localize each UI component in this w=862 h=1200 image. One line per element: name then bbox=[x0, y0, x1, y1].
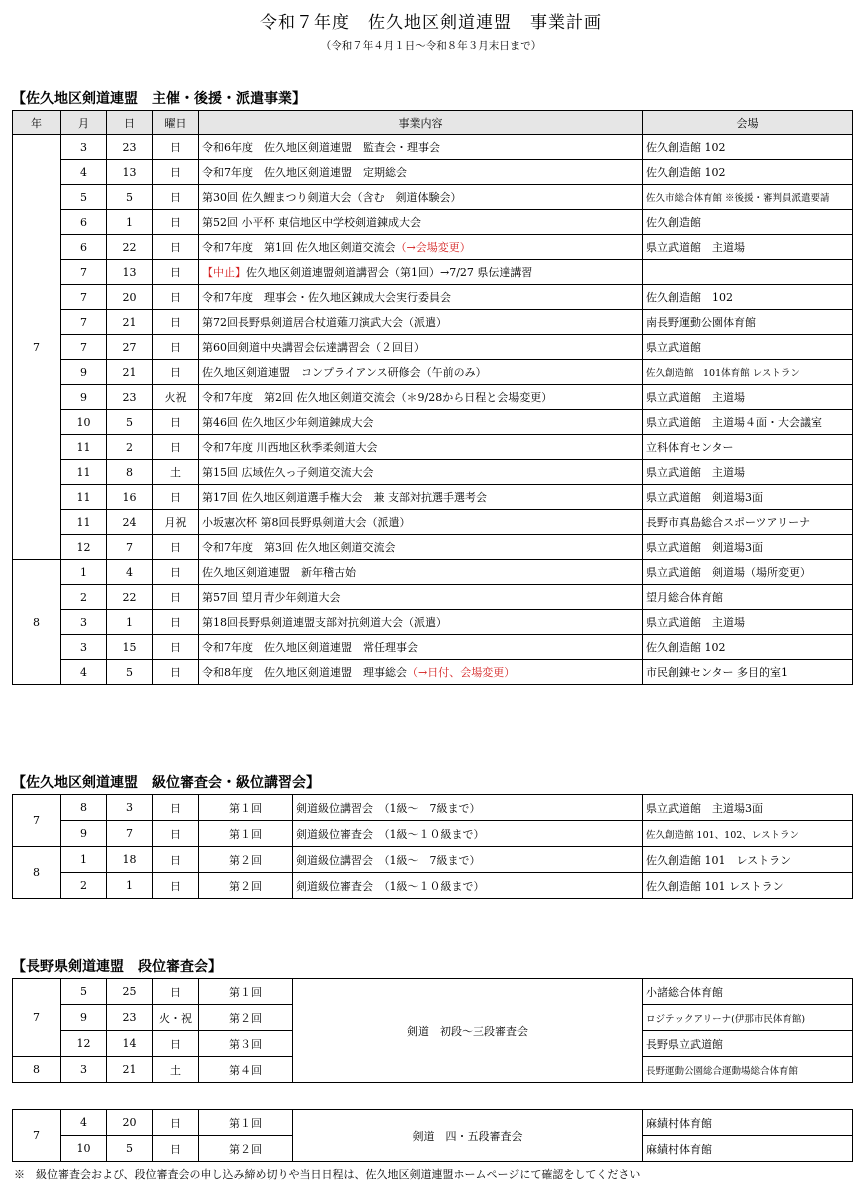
month-cell: 2 bbox=[61, 585, 107, 610]
year-cell: 8 bbox=[13, 1057, 61, 1083]
venue-cell: 県立武道館 主道場４面・大会議室 bbox=[643, 410, 853, 435]
header-month: 月 bbox=[61, 111, 107, 135]
table-row bbox=[13, 435, 853, 460]
month-cell: 2 bbox=[61, 873, 107, 899]
day-cell: 7 bbox=[107, 535, 153, 560]
weekday-cell: 日 bbox=[153, 873, 199, 899]
month-cell: 5 bbox=[61, 979, 107, 1005]
day-cell: 15 bbox=[107, 635, 153, 660]
venue-cell: 佐久創造館 101 レストラン bbox=[643, 873, 853, 899]
weekday-cell: 土 bbox=[153, 460, 199, 485]
venue-cell: 佐久創造館 bbox=[643, 210, 853, 235]
month-cell: 3 bbox=[61, 1057, 107, 1083]
header-year: 年 bbox=[13, 111, 61, 135]
venue-cell: 佐久市総合体育館 ※後援・審判員派遣要請 bbox=[643, 185, 853, 210]
event-cell bbox=[199, 185, 643, 210]
event-text: 令和7年度 第1回 佐久地区剣道交流会 bbox=[202, 241, 396, 254]
round-cell: 第１回 bbox=[199, 979, 293, 1005]
weekday-cell: 日 bbox=[153, 795, 199, 821]
event-cell bbox=[199, 285, 643, 310]
event-cell bbox=[199, 210, 643, 235]
venue-cell: 長野市真島総合スポーツアリーナ bbox=[643, 510, 853, 535]
weekday-cell: 日 bbox=[153, 847, 199, 873]
venue-cell: 望月総合体育館 bbox=[643, 585, 853, 610]
weekday-cell: 日 bbox=[153, 1110, 199, 1136]
month-cell: 12 bbox=[61, 535, 107, 560]
month-cell: 9 bbox=[61, 360, 107, 385]
month-cell: 7 bbox=[61, 260, 107, 285]
month-cell: 7 bbox=[61, 310, 107, 335]
venue-cell: 佐久創造館 102 bbox=[643, 635, 853, 660]
venue-cell: 県立武道館 bbox=[643, 335, 853, 360]
weekday-cell: 火・祝 bbox=[153, 1005, 199, 1031]
event-text: 令和7年度 佐久地区剣道連盟 常任理事会 bbox=[202, 641, 418, 654]
weekday-cell: 日 bbox=[153, 210, 199, 235]
venue-cell: 麻績村体育館 bbox=[643, 1136, 853, 1162]
day-cell: 24 bbox=[107, 510, 153, 535]
weekday-cell: 日 bbox=[153, 560, 199, 585]
venue-cell: 県立武道館 剣道場3面 bbox=[643, 485, 853, 510]
year-cell: 8 bbox=[13, 560, 61, 685]
table-row bbox=[13, 821, 853, 847]
event-schedule-table bbox=[12, 110, 853, 685]
event-cell: 剣道級位審査会 （1級〜１０級まで） bbox=[293, 821, 643, 847]
venue-cell: 県立武道館 剣道場3面 bbox=[643, 535, 853, 560]
event-cell bbox=[199, 360, 643, 385]
round-cell: 第２回 bbox=[199, 847, 293, 873]
round-cell: 第３回 bbox=[199, 1031, 293, 1057]
event-cell bbox=[199, 635, 643, 660]
weekday-cell: 日 bbox=[153, 821, 199, 847]
event-text: 佐久地区剣道連盟 コンプライアンス研修会（午前のみ） bbox=[202, 366, 487, 379]
table-row bbox=[13, 485, 853, 510]
table-header-row bbox=[13, 111, 853, 135]
table-row bbox=[13, 460, 853, 485]
venue-cell: 佐久創造館 101 レストラン bbox=[643, 847, 853, 873]
venue-cell bbox=[643, 260, 853, 285]
event-cell bbox=[199, 510, 643, 535]
table-row bbox=[13, 795, 853, 821]
round-cell: 第１回 bbox=[199, 795, 293, 821]
month-cell: 11 bbox=[61, 435, 107, 460]
event-text: 令和7年度 佐久地区剣道連盟 定期総会 bbox=[202, 166, 407, 179]
event-cell bbox=[199, 385, 643, 410]
day-cell: 13 bbox=[107, 260, 153, 285]
day-cell: 21 bbox=[107, 360, 153, 385]
venue-cell: 佐久創造館 102 bbox=[643, 285, 853, 310]
month-cell: 3 bbox=[61, 135, 107, 160]
event-cell bbox=[199, 485, 643, 510]
weekday-cell: 日 bbox=[153, 610, 199, 635]
day-cell: 8 bbox=[107, 460, 153, 485]
footer-note: ※ 級位審査会および、段位審査会の申し込み締め切りや当日日程は、佐久地区剣道連盟ホームページにて確認をしてください bbox=[14, 1168, 641, 1181]
month-cell: 11 bbox=[61, 510, 107, 535]
section1-heading: 【佐久地区剣道連盟 主催・後援・派遣事業】 bbox=[12, 91, 306, 107]
month-cell: 10 bbox=[61, 1136, 107, 1162]
weekday-cell: 日 bbox=[153, 135, 199, 160]
weekday-cell: 日 bbox=[153, 235, 199, 260]
month-cell: 10 bbox=[61, 410, 107, 435]
day-cell: 5 bbox=[107, 410, 153, 435]
month-cell: 4 bbox=[61, 1110, 107, 1136]
venue-cell: ロジテックアリーナ(伊那市民体育館) bbox=[643, 1005, 853, 1031]
month-cell: 9 bbox=[61, 821, 107, 847]
event-cell bbox=[199, 135, 643, 160]
month-cell: 9 bbox=[61, 385, 107, 410]
event-cell bbox=[199, 460, 643, 485]
event-cell bbox=[199, 235, 643, 260]
day-cell: 1 bbox=[107, 610, 153, 635]
event-cell: 剣道級位講習会 （1級〜 7級まで） bbox=[293, 847, 643, 873]
year-cell: 7 bbox=[13, 795, 61, 847]
event-cell: 剣道級位審査会 （1級〜１０級まで） bbox=[293, 873, 643, 899]
weekday-cell: 日 bbox=[153, 410, 199, 435]
event-text: 令和6年度 佐久地区剣道連盟 監査会・理事会 bbox=[202, 141, 440, 154]
event-text: 令和7年度 理事会・佐久地区錬成大会実行委員会 bbox=[202, 291, 451, 304]
month-cell: 7 bbox=[61, 285, 107, 310]
venue-cell: 麻績村体育館 bbox=[643, 1110, 853, 1136]
table-row bbox=[13, 610, 853, 635]
day-cell: 7 bbox=[107, 821, 153, 847]
event-text: 第57回 望月青少年剣道大会 bbox=[202, 591, 341, 604]
event-text: 第15回 広域佐久っ子剣道交流大会 bbox=[202, 466, 374, 479]
venue-cell: 市民創錬センター 多目的室1 bbox=[643, 660, 853, 685]
day-cell: 21 bbox=[107, 1057, 153, 1083]
weekday-cell: 日 bbox=[153, 1031, 199, 1057]
weekday-cell: 火祝 bbox=[153, 385, 199, 410]
day-cell: 1 bbox=[107, 210, 153, 235]
page-title: 令和７年度 佐久地区剣道連盟 事業計画 bbox=[260, 13, 602, 33]
month-cell: 4 bbox=[61, 660, 107, 685]
day-cell: 5 bbox=[107, 185, 153, 210]
event-cell bbox=[199, 660, 643, 685]
event-cell: 剣道 四・五段審査会 bbox=[293, 1110, 643, 1162]
year-cell: 8 bbox=[13, 847, 61, 899]
event-text: 小坂憲次杯 第8回長野県剣道大会（派遣） bbox=[202, 516, 411, 529]
event-text: 第60回剣道中央講習会伝達講習会（２回目） bbox=[202, 341, 425, 354]
day-cell: 14 bbox=[107, 1031, 153, 1057]
month-cell: 11 bbox=[61, 460, 107, 485]
event-cell bbox=[199, 560, 643, 585]
grade-exam-table bbox=[12, 794, 853, 899]
event-cell bbox=[199, 410, 643, 435]
table-row bbox=[13, 660, 853, 685]
event-cell bbox=[199, 535, 643, 560]
year-cell: 7 bbox=[13, 979, 61, 1057]
month-cell: 3 bbox=[61, 635, 107, 660]
day-cell: 22 bbox=[107, 235, 153, 260]
table-row bbox=[13, 210, 853, 235]
day-cell: 20 bbox=[107, 285, 153, 310]
round-cell: 第２回 bbox=[199, 873, 293, 899]
event-text: 第46回 佐久地区少年剣道錬成大会 bbox=[202, 416, 374, 429]
day-cell: 16 bbox=[107, 485, 153, 510]
weekday-cell: 日 bbox=[153, 185, 199, 210]
venue-cell: 長野運動公園総合運動場総合体育館 bbox=[643, 1057, 853, 1083]
venue-cell: 県立武道館 主道場3面 bbox=[643, 795, 853, 821]
venue-cell: 佐久創造館 101、102、レストラン bbox=[643, 821, 853, 847]
table-row bbox=[13, 385, 853, 410]
header-event: 事業内容 bbox=[199, 111, 643, 135]
event-cell bbox=[199, 260, 643, 285]
weekday-cell: 日 bbox=[153, 260, 199, 285]
day-cell: 23 bbox=[107, 135, 153, 160]
venue-cell: 小諸総合体育館 bbox=[643, 979, 853, 1005]
event-text: 令和7年度 第3回 佐久地区剣道交流会 bbox=[202, 541, 396, 554]
table-row bbox=[13, 335, 853, 360]
day-cell: 23 bbox=[107, 385, 153, 410]
month-cell: 12 bbox=[61, 1031, 107, 1057]
table-row bbox=[13, 979, 853, 1005]
event-cell bbox=[199, 160, 643, 185]
day-cell: 18 bbox=[107, 847, 153, 873]
event-cell bbox=[199, 335, 643, 360]
day-cell: 21 bbox=[107, 310, 153, 335]
month-cell: 4 bbox=[61, 160, 107, 185]
day-cell: 5 bbox=[107, 660, 153, 685]
event-text: 令和8年度 佐久地区剣道連盟 理事総会 bbox=[202, 666, 407, 679]
table-row bbox=[13, 847, 853, 873]
event-text: 令和7年度 第2回 佐久地区剣道交流会（＊9/28から日程と会場変更） bbox=[202, 391, 553, 404]
event-text: 第17回 佐久地区剣道選手権大会 兼 支部対抗選手選考会 bbox=[202, 491, 487, 504]
month-cell: 6 bbox=[61, 210, 107, 235]
section3-heading: 【長野県剣道連盟 段位審査会】 bbox=[12, 959, 222, 975]
venue-cell: 長野県立武道館 bbox=[643, 1031, 853, 1057]
month-cell: 6 bbox=[61, 235, 107, 260]
change-note: （→日付、会場変更） bbox=[407, 666, 516, 679]
event-text: 令和7年度 川西地区秋季柔剣道大会 bbox=[202, 441, 378, 454]
month-cell: 7 bbox=[61, 335, 107, 360]
weekday-cell: 日 bbox=[153, 535, 199, 560]
table-row bbox=[13, 535, 853, 560]
weekday-cell: 日 bbox=[153, 285, 199, 310]
section2-heading: 【佐久地区剣道連盟 級位審査会・級位講習会】 bbox=[12, 775, 320, 791]
venue-cell: 県立武道館 主道場 bbox=[643, 235, 853, 260]
round-cell: 第２回 bbox=[199, 1136, 293, 1162]
header-venue: 会場 bbox=[643, 111, 853, 135]
weekday-cell: 日 bbox=[153, 485, 199, 510]
weekday-cell: 日 bbox=[153, 585, 199, 610]
table-row bbox=[13, 560, 853, 585]
venue-cell: 県立武道館 主道場 bbox=[643, 460, 853, 485]
event-text: 佐久地区剣道連盟剣道講習会（第1回）→7/27 県伝達講習 bbox=[246, 266, 533, 279]
event-cell bbox=[199, 610, 643, 635]
event-text: 第18回長野県剣道連盟支部対抗剣道大会（派遣） bbox=[202, 616, 447, 629]
month-cell: 3 bbox=[61, 610, 107, 635]
event-text: 第30回 佐久鯉まつり剣道大会（含む 剣道体験会） bbox=[202, 191, 462, 204]
event-cell bbox=[199, 585, 643, 610]
day-cell: 2 bbox=[107, 435, 153, 460]
venue-cell: 県立武道館 主道場 bbox=[643, 610, 853, 635]
table-row bbox=[13, 185, 853, 210]
weekday-cell: 日 bbox=[153, 635, 199, 660]
venue-cell: 佐久創造館 102 bbox=[643, 160, 853, 185]
table-row bbox=[13, 285, 853, 310]
header-day: 日 bbox=[107, 111, 153, 135]
table-row bbox=[13, 235, 853, 260]
venue-cell: 南長野運動公園体育館 bbox=[643, 310, 853, 335]
dan-exam-table bbox=[12, 978, 853, 1083]
weekday-cell: 日 bbox=[153, 660, 199, 685]
day-cell: 27 bbox=[107, 335, 153, 360]
weekday-cell: 日 bbox=[153, 335, 199, 360]
table-row bbox=[13, 135, 853, 160]
round-cell: 第１回 bbox=[199, 821, 293, 847]
weekday-cell: 日 bbox=[153, 979, 199, 1005]
table-row bbox=[13, 510, 853, 535]
month-cell: 1 bbox=[61, 560, 107, 585]
month-cell: 9 bbox=[61, 1005, 107, 1031]
event-cell bbox=[199, 435, 643, 460]
day-cell: 23 bbox=[107, 1005, 153, 1031]
event-cell bbox=[199, 310, 643, 335]
weekday-cell: 土 bbox=[153, 1057, 199, 1083]
year-cell: 7 bbox=[13, 1110, 61, 1162]
weekday-cell: 月祝 bbox=[153, 510, 199, 535]
page-subtitle: （令和７年４月１日〜令和８年３月末日まで） bbox=[320, 40, 542, 52]
table-row bbox=[13, 585, 853, 610]
table-row bbox=[13, 873, 853, 899]
table-row bbox=[13, 160, 853, 185]
venue-cell: 佐久創造館 101体育館 レストラン bbox=[643, 360, 853, 385]
weekday-cell: 日 bbox=[153, 1136, 199, 1162]
change-note: （→会場変更） bbox=[395, 241, 471, 254]
day-cell: 13 bbox=[107, 160, 153, 185]
day-cell: 22 bbox=[107, 585, 153, 610]
dan-exam-table-4-5 bbox=[12, 1109, 853, 1162]
event-text: 第72回長野県剣道居合杖道薙刀演武大会（派遣） bbox=[202, 316, 447, 329]
event-text: 佐久地区剣道連盟 新年稽古始 bbox=[202, 566, 356, 579]
round-cell: 第４回 bbox=[199, 1057, 293, 1083]
month-cell: 5 bbox=[61, 185, 107, 210]
day-cell: 20 bbox=[107, 1110, 153, 1136]
cancelled-label: 【中止】 bbox=[202, 266, 246, 279]
year-cell: 7 bbox=[13, 135, 61, 560]
table-row bbox=[13, 635, 853, 660]
day-cell: 5 bbox=[107, 1136, 153, 1162]
month-cell: 1 bbox=[61, 847, 107, 873]
round-cell: 第２回 bbox=[199, 1005, 293, 1031]
day-cell: 3 bbox=[107, 795, 153, 821]
table-row bbox=[13, 310, 853, 335]
day-cell: 1 bbox=[107, 873, 153, 899]
venue-cell: 県立武道館 剣道場（場所変更） bbox=[643, 560, 853, 585]
table-row bbox=[13, 410, 853, 435]
table-row bbox=[13, 260, 853, 285]
round-cell: 第１回 bbox=[199, 1110, 293, 1136]
event-cell: 剣道級位講習会 （1級〜 7級まで） bbox=[293, 795, 643, 821]
venue-cell: 県立武道館 主道場 bbox=[643, 385, 853, 410]
weekday-cell: 日 bbox=[153, 360, 199, 385]
weekday-cell: 日 bbox=[153, 435, 199, 460]
event-cell: 剣道 初段〜三段審査会 bbox=[293, 979, 643, 1083]
weekday-cell: 日 bbox=[153, 160, 199, 185]
venue-cell: 佐久創造館 102 bbox=[643, 135, 853, 160]
month-cell: 11 bbox=[61, 485, 107, 510]
event-text: 第52回 小平杯 東信地区中学校剣道錬成大会 bbox=[202, 216, 421, 229]
day-cell: 4 bbox=[107, 560, 153, 585]
header-weekday: 曜日 bbox=[153, 111, 199, 135]
table-row bbox=[13, 360, 853, 385]
venue-cell: 立科体育センター bbox=[643, 435, 853, 460]
day-cell: 25 bbox=[107, 979, 153, 1005]
month-cell: 8 bbox=[61, 795, 107, 821]
weekday-cell: 日 bbox=[153, 310, 199, 335]
table-row bbox=[13, 1110, 853, 1136]
